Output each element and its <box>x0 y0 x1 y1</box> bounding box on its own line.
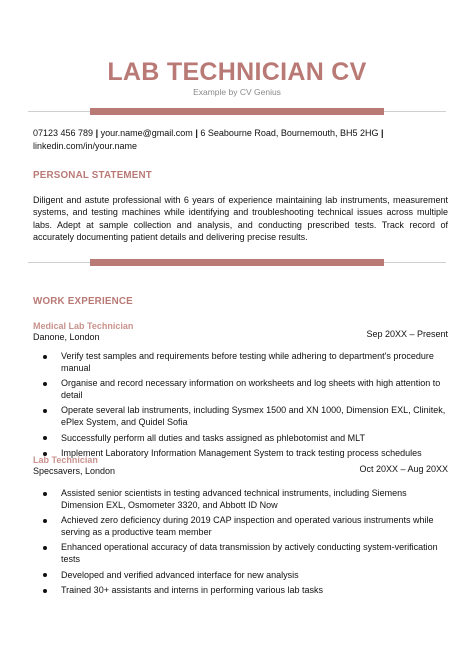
contact-separator: | <box>95 128 99 138</box>
bullet-dot-icon <box>43 573 47 577</box>
bullet-item <box>33 542 448 565</box>
divider-accent-bar <box>90 259 384 266</box>
bullet-text: Verify test samples and requirements before testing while adhering to department's procedure manual <box>61 351 434 373</box>
cv-subtitle: Example by CV Genius <box>193 87 281 97</box>
bullet-dot-icon <box>43 546 47 550</box>
bullet-dot-icon <box>43 436 47 440</box>
bullet-text: Achieved zero deficiency during 2019 CAP inspection and operated various instruments while serving as a productive team member <box>61 515 434 537</box>
job-dates: Oct 20XX – Aug 20XX <box>359 464 448 474</box>
bullet-text: Enhanced operational accuracy of data transmission by actively conducting system-verification tests <box>61 542 438 564</box>
job-title: Lab Technician <box>33 455 98 465</box>
bullet-text: Assisted senior scientists in testing advanced technical instruments, including Siemens Dimension EXL, Osmometer 3320, and Abbott ID Now <box>61 488 407 510</box>
work-experience-heading: WORK EXPERIENCE <box>33 296 133 307</box>
contact-separator: | <box>195 128 198 138</box>
bullet-dot-icon <box>43 589 47 593</box>
job-company: Danone, London <box>33 332 100 342</box>
job-bullet-list <box>33 488 448 601</box>
bullet-item <box>33 405 448 428</box>
bullet-item <box>33 351 448 374</box>
job-title: Medical Lab Technician <box>33 321 134 331</box>
job-bullet-list <box>33 351 448 464</box>
contact-linkedin[interactable]: linkedin.com/in/your.name <box>33 140 138 151</box>
divider-accent-bar <box>90 108 384 115</box>
bullet-text: Organise and record necessary information on worksheets and log sheets with high attention to detail <box>61 378 441 400</box>
bullet-item <box>33 488 448 511</box>
bullet-text: Developed and verified advanced interface for new analysis <box>61 569 299 580</box>
bullet-text: Trained 30+ assistants and interns in performing various lab tasks <box>61 585 324 596</box>
header-divider <box>28 108 446 115</box>
bullet-dot-icon <box>43 492 47 496</box>
cv-title: LAB TECHNICIAN CV <box>107 58 367 86</box>
bullet-dot-icon <box>43 355 47 359</box>
contact-separator: | <box>381 128 384 138</box>
bullet-item <box>33 570 448 582</box>
bullet-text: Implement Laboratory Information Management System to track testing process schedules <box>61 448 422 459</box>
contact-details <box>33 127 443 152</box>
bullet-dot-icon <box>43 409 47 413</box>
bullet-item <box>33 378 448 401</box>
bullet-dot-icon <box>43 382 47 386</box>
contact-email[interactable]: your.name@gmail.com <box>100 128 193 138</box>
bullet-item <box>33 433 448 445</box>
personal-statement-heading: PERSONAL STATEMENT <box>33 170 152 181</box>
bullet-text: Successfully perform all duties and tasks assigned as phlebotomist and MLT <box>61 432 365 443</box>
personal-statement-text: Diligent and astute professional with 6 years of experience maintaining lab instruments, measurement systems, and testing machines while identifying and troubleshooting technical issues across multiple labs. Adept at sample collection and analysis, and conducting prescribed tests. Track record of accurately documenting patient details and delivering precise results. <box>33 195 448 242</box>
job-dates: Sep 20XX – Present <box>366 329 448 339</box>
bullet-text: Operate several lab instruments, including Sysmex 1500 and XN 1000, Dimension EXL, Clinitek, ePlex System, and Quidel Sofia <box>61 405 446 427</box>
contact-address: 6 Seabourne Road, Bournemouth, BH5 2HG <box>200 128 379 138</box>
job-company: Specsavers, London <box>33 466 116 476</box>
section-divider <box>28 259 446 266</box>
contact-phone: 07123 456 789 <box>33 128 94 138</box>
bullet-item <box>33 585 448 597</box>
bullet-item <box>33 515 448 538</box>
bullet-dot-icon <box>43 519 47 523</box>
